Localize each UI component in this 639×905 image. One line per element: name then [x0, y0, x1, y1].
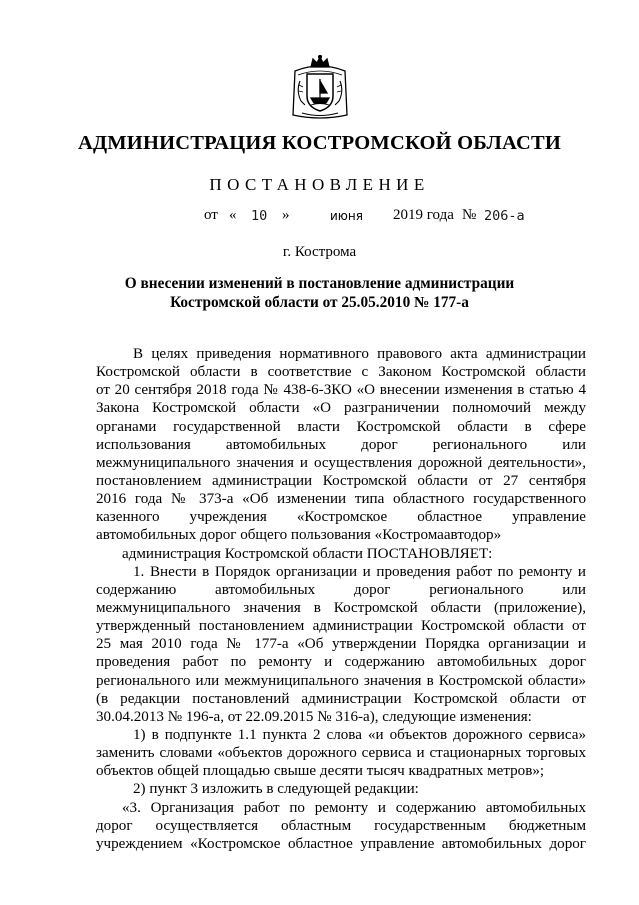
date-line	[0, 207, 639, 227]
body-line: объектов общей площадью свыше десяти тысяч квадратных метров»;	[96, 763, 545, 780]
body-line: заменить словами «объектов дорожного сервиса и стационарных торговых	[96, 745, 586, 762]
date-quote-open: «	[229, 207, 237, 223]
body-line: от 20 сентября 2018 года № 438-6-ЗКО «О внесении изменения в статью 4	[96, 382, 586, 399]
organization-name: АДМИНИСТРАЦИЯ КОСТРОМСКОЙ ОБЛАСТИ	[77, 132, 562, 154]
body-line: 2016 года № 373-а «Об изменении типа областного государственного	[96, 491, 586, 508]
date-quote-close: »	[282, 207, 290, 223]
document-body	[96, 345, 586, 853]
body-line: В целях приведения нормативного правового акта администрации	[133, 346, 586, 362]
body-line: 30.04.2013 № 196-а, от 22.09.2015 № 316-а), следующие изменения:	[96, 708, 532, 725]
body-line: содержанию автомобильных дорог регионального или	[96, 581, 586, 598]
body-line: 1. Внести в Порядок организации и проведения работ по ремонту и	[133, 563, 586, 580]
date-from-label: от	[204, 207, 218, 223]
body-line: органами государственной власти Костромской области в сфере	[96, 418, 586, 435]
body-line: межмуниципального значения и осуществления дорожной деятельности»,	[96, 454, 586, 471]
body-line: постановлением администрации Костромской области от 27 сентября	[96, 472, 586, 489]
body-line: 2) пункт 3 изложить в следующей редакции:	[133, 781, 419, 798]
document-number: 206-а	[484, 208, 525, 224]
body-line: дорог осуществляется областным государственным бюджетным	[96, 817, 586, 834]
body-line: утвержденный постановлением администрации Костромской области от	[96, 618, 586, 635]
body-line: использования автомобильных дорог регионального или	[96, 436, 586, 453]
subject-line: Костромской области от 25.05.2010 № 177-а	[170, 293, 469, 311]
body-line: учреждением «Костромское областное управление автомобильных дорог	[96, 835, 586, 852]
body-line: межмуниципального значения в Костромской области (приложение),	[96, 599, 586, 616]
date-year: 2019 года	[393, 207, 454, 223]
body-line: (в редакции постановлений администрации Костромской области от	[96, 690, 586, 707]
body-line: 25 мая 2010 года № 177-а «Об утверждении Порядка организации и	[96, 636, 586, 653]
document-number-label: №	[462, 207, 477, 223]
body-line: регионального или межмуниципального значения в Костромской области»	[96, 672, 586, 689]
city-name: г. Кострома	[282, 244, 357, 260]
body-line: Закона Костромской области «О разграничении полномочий между	[96, 400, 586, 417]
date-month: июня	[330, 209, 363, 223]
coat-of-arms-emblem	[290, 55, 350, 123]
body-line: проведения работ по ремонту и содержанию автомобильных дорог	[96, 654, 586, 671]
body-line: администрация Костромской области ПОСТАНОВЛЯЕТ:	[122, 545, 493, 562]
date-day: 10	[251, 208, 268, 224]
body-line: Костромской области в соответствие с Законом Костромской области	[96, 364, 586, 381]
body-line: «3. Организация работ по ремонту и содержанию автомобильных	[122, 799, 586, 816]
body-line: автомобильных дорог общего пользования «Костромаавтодор»	[96, 527, 502, 544]
body-line: 1) в подпункте 1.1 пункта 2 слова «и объектов дорожного сервиса»	[133, 726, 586, 743]
document-subject	[0, 275, 639, 312]
document-type: ПОСТАНОВЛЕНИЕ	[209, 175, 430, 194]
body-line: казенного учреждения «Костромское областное управление	[96, 509, 586, 526]
subject-line: О внесении изменений в постановление администрации	[124, 275, 515, 292]
